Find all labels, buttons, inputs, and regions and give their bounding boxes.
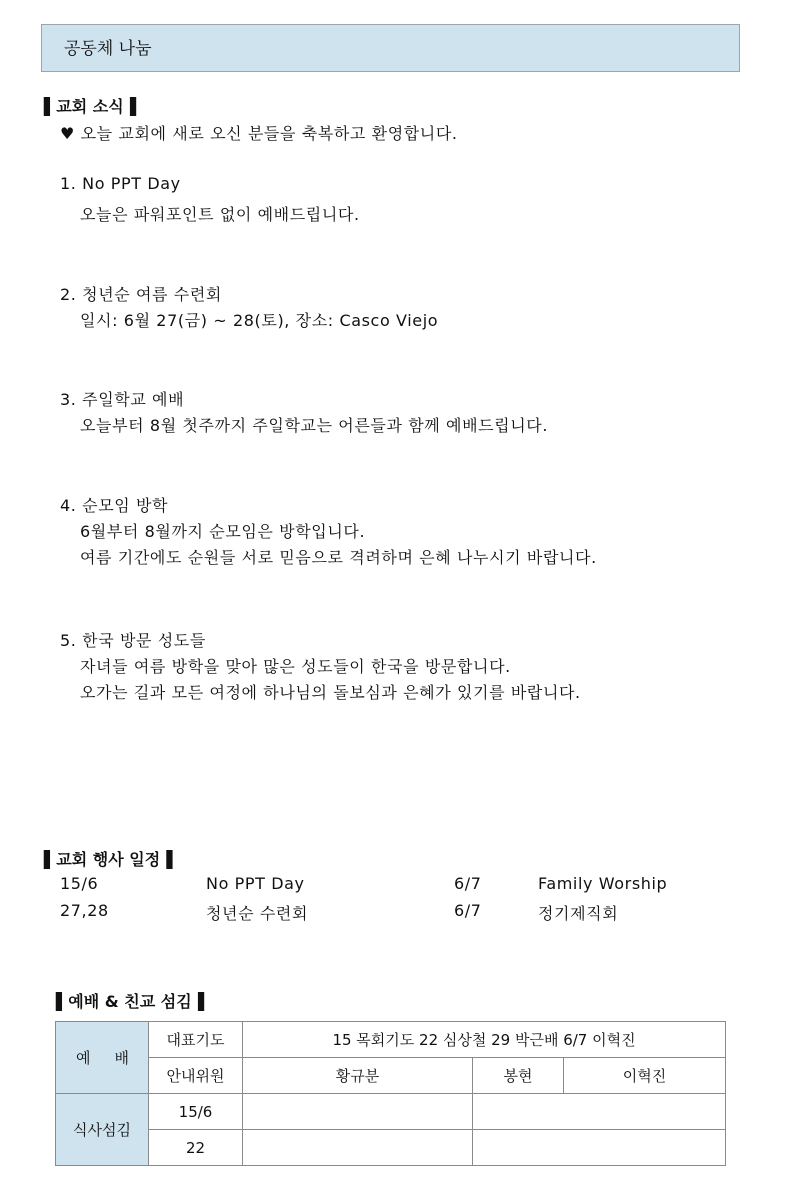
page-title: 공동체 나눔 [64,39,152,59]
event-name-2: Family Worship [538,874,668,893]
news-section-title: ▌교회 소식▐ [44,97,137,116]
news-item-2-title: 2. 청년순 여름 수련회 [60,285,222,304]
event-name: 청년순 수련회 [206,904,309,923]
event-date: 27,28 [60,901,109,920]
news-item-1-line-1: 오늘은 파워포인트 없이 예배드립니다. [80,205,360,224]
service-section-title: ▌예배 & 친교 섬김▐ [56,992,205,1011]
event-date-2: 6/7 [454,874,482,893]
event-date: 15/6 [60,874,99,893]
welcome-message: ♥ 오늘 교회에 새로 오신 분들을 축복하고 환영합니다. [60,124,458,143]
service-duty-table [55,1021,726,1166]
news-item-5-line-2: 오가는 길과 모든 여정에 하나님의 돌보심과 은혜가 있기를 바랍니다. [80,683,581,702]
worship-label: 예배 [56,1022,149,1094]
prayer-label: 대표기도 [149,1022,243,1058]
event-name: No PPT Day [206,874,305,893]
meal-date: 22 [149,1130,243,1166]
event-date-2: 6/7 [454,901,482,920]
news-item-4-line-1: 6월부터 8월까지 순모임은 방학입니다. [80,522,366,541]
event-name-2: 정기제직회 [538,904,619,923]
news-item-3-line-1: 오늘부터 8월 첫주까지 주일학교는 어른들과 함께 예배드립니다. [80,416,549,435]
table-row [56,1094,726,1130]
usher-name: 봉현 [473,1058,564,1094]
usher-name: 이혁진 [564,1058,726,1094]
news-item-3-title: 3. 주일학교 예배 [60,390,185,409]
news-item-1-title: 1. No PPT Day [60,174,181,193]
meal-label: 식사섬김 [56,1094,149,1166]
usher-name: 황규분 [243,1058,473,1094]
news-item-4-title: 4. 순모임 방학 [60,496,169,515]
table-row [56,1022,726,1058]
event-row [60,901,720,929]
meal-server-cell [473,1130,726,1166]
meal-server-cell [243,1094,473,1130]
page-header [41,24,740,72]
usher-label: 안내위원 [149,1058,243,1094]
news-item-4-line-2: 여름 기간에도 순원들 서로 믿음으로 격려하며 은혜 나누시기 바랍니다. [80,548,597,567]
table-row [56,1058,726,1094]
meal-server-cell [243,1130,473,1166]
meal-server-cell [473,1094,726,1130]
news-item-5-title: 5. 한국 방문 성도들 [60,631,206,650]
prayer-schedule: 15 목회기도 22 심상철 29 박근배 6/7 이혁진 [243,1022,726,1058]
meal-date: 15/6 [149,1094,243,1130]
news-item-5-line-1: 자녀들 여름 방학을 맞아 많은 성도들이 한국을 방문합니다. [80,657,511,676]
event-row [60,874,720,902]
events-section-title: ▌교회 행사 일정▐ [44,850,173,869]
table-row [56,1130,726,1166]
news-item-2-line-1: 일시: 6월 27(금) ~ 28(토), 장소: Casco Viejo [80,311,439,330]
